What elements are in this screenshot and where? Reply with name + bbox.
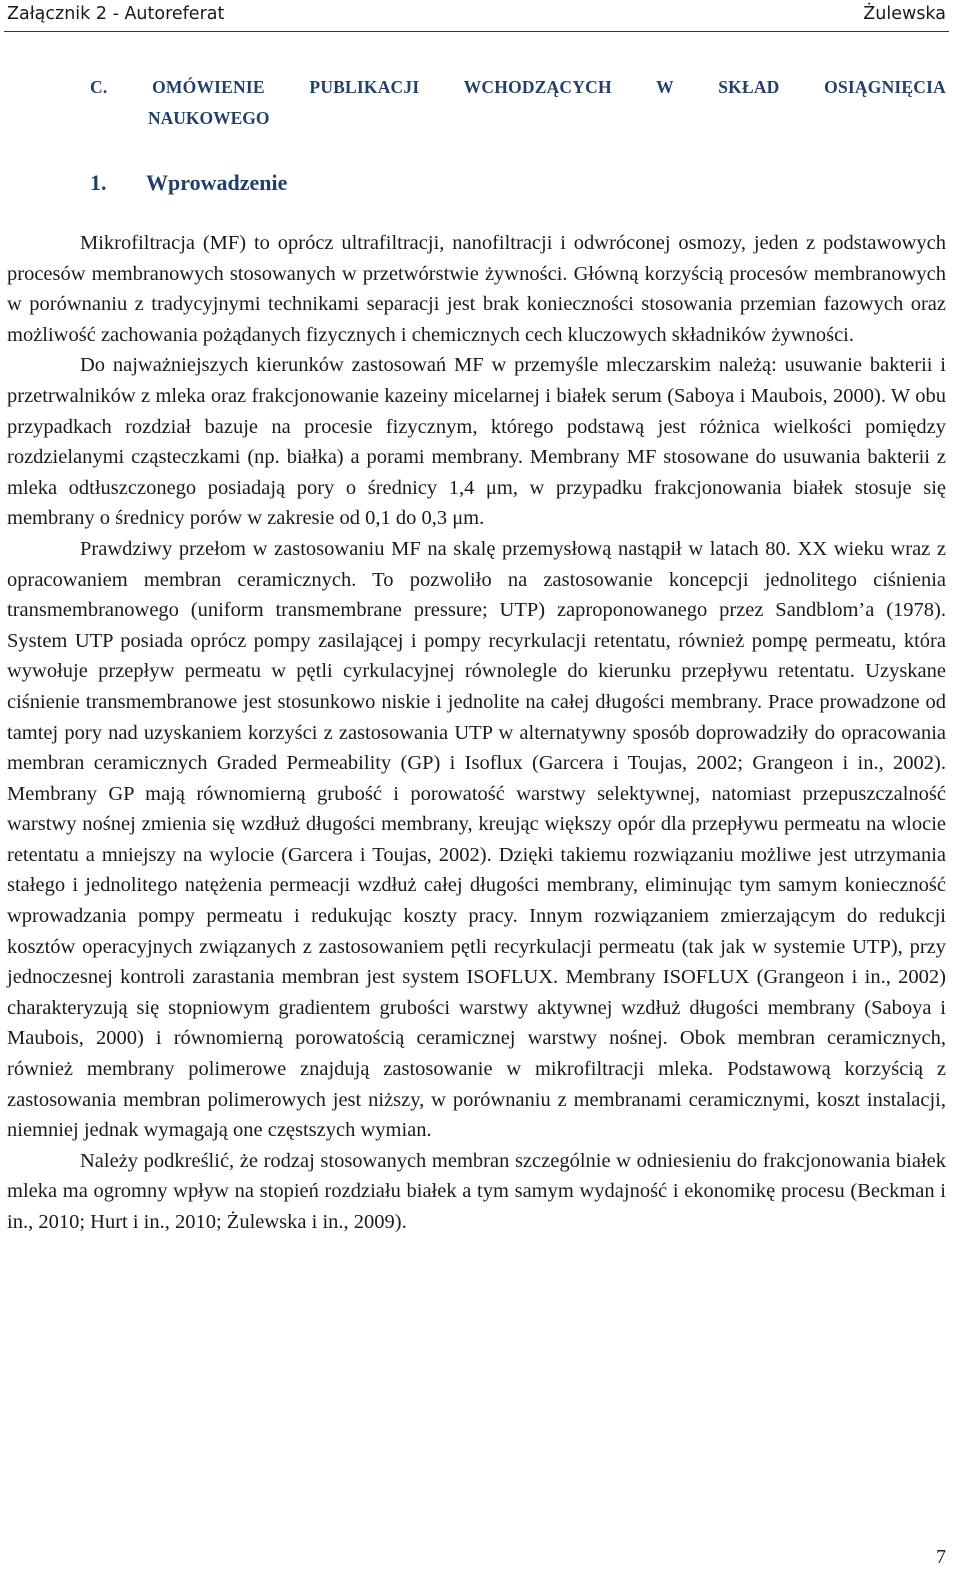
header-left-text: Załącznik 2 - Autoreferat [7,4,225,24]
section-title-continuation: NAUKOWEGO [148,108,270,128]
subsection-number: 1. [90,170,107,195]
paragraph: Prawdziwy przełom w zastosowaniu MF na skalę przemysłową nastąpił w latach 80. XX wieku wraz z opracowaniem membran ceramicznych. To pozwoliło na zastosowanie koncepcji jednolitego ciśnienia transmembranowego (uniform transmembrane pressure; UTP) zaproponowanego przez Sandblom’a (1978). System UTP posiada oprócz pompy zasilającej i pompy recyrkulacji retentatu, również pompę permeatu, która wywołuje przepływ permeatu w pętli cyrkulacyjnej równolegle do kierunku przepływu retentatu. Uzyskane ciśnienie transmembranowe jest stosunkowo niskie i jednolite na całej długości membrany. Prace prowadzone od tamtej pory nad uzyskaniem korzyści z zastosowania UTP w alternatywny sposób doprowadziły do opracowania membran ceramicznych Graded Permeability (GP) i Isoflux (Garcera i Toujas, 2002; Grangeon i in., 2002). Membrany GP mają równomierną grubość i porowatość warstwy selektywnej, natomiast przepuszczalność warstwy nośnej zmienia się wzdłuż długości membrany, kreując większy opór dla przepływu permeatu na wlocie retentatu a mniejszy na wylocie (Garcera i Toujas, 2002). Dzięki takiemu rozwiązaniu możliwe jest utrzymania stałego i jednolitego natężenia permeacji wzdłuż całej długości membrany, eliminując tym samym konieczność wprowadzania pompy permeatu i redukując koszty pracy. Innym rozwiązaniem zmierzającym do redukcji kosztów operacyjnych związanych z zastosowaniem pętli recyrkulacji permeatu (tak jak w systemie UTP), przy jednoczesnej kontroli zarastania membran jest system ISOFLUX. Membrany ISOFLUX (Grangeon i in., 2002) charakteryzują się stopniowym gradientem grubości warstwy aktywnej wzdłuż długości membrany (Saboya i Maubois, 2000) i równomierną porowatością ceramicznej warstwy nośnej. Obok membran ceramicznych, również membrany polimerowe znajdują zastosowanie w mikrofiltracji mleka. Podstawową korzyścią z zastosowania membran polimerowych jest niższy, w porównaniu z membranami ceramicznymi, koszt instalacji, niemniej jednak wymagają one częstszych wymian. [7,537,946,1142]
paragraph: Mikrofiltracja (MF) to oprócz ultrafiltracji, nanofiltracji i odwróconej osmozy, jeden z podstawowych procesów membranowych stosowanych w przetwórstwie żywności. Główną korzyścią procesów membranowych w porównaniu z tradycyjnymi technikami separacji jest brak konieczności stosowania przemian fazowych oraz możliwość zachowania pożądanych fizycznych i chemicznych cech kluczowych składników żywności. [7,232,946,346]
subsection-title: Wprowadzenie [146,170,288,195]
header-right-text: Żulewska [863,4,946,24]
body-text [7,228,946,1238]
page-number: 7 [936,1546,946,1568]
header-rule [4,31,949,32]
running-header [7,4,946,34]
paragraph: Do najważniejszych kierunków zastosowań MF w przemyśle mleczarskim należą: usuwanie bakterii i przetrwalników z mleka oraz frakcjonowanie kazeiny micelarnej i białek serum (Saboya i Maubois, 2000). W obu przypadkach rozdział bazuje na procesie fizycznym, którego podstawą jest różnica wielkości pomiędzy rozdzielanymi cząsteczkami (np. białka) a porami membrany. Membrany MF stosowane do usuwania bakterii z mleka odtłuszczonego posiadają pory o średnicy 1,4 μm, w przypadku frakcjonowania białek stosuje się membrany o średnicy porów w zakresie od 0,1 do 0,3 μm. [7,354,946,530]
section-title: C. OMÓWIENIE PUBLIKACJI WCHODZĄCYCH W SKŁAD OSIĄGNIĘCIA [90,77,946,97]
paragraph: Należy podkreślić, że rodzaj stosowanych membran szczególnie w odniesieniu do frakcjonowania białek mleka ma ogromny wpływ na stopień rozdziału białek a tym samym wydajność i ekonomikę procesu (Beckman i in., 2010; Hurt i in., 2010; Żulewska i in., 2009). [7,1149,946,1233]
subsection-heading [90,170,287,196]
